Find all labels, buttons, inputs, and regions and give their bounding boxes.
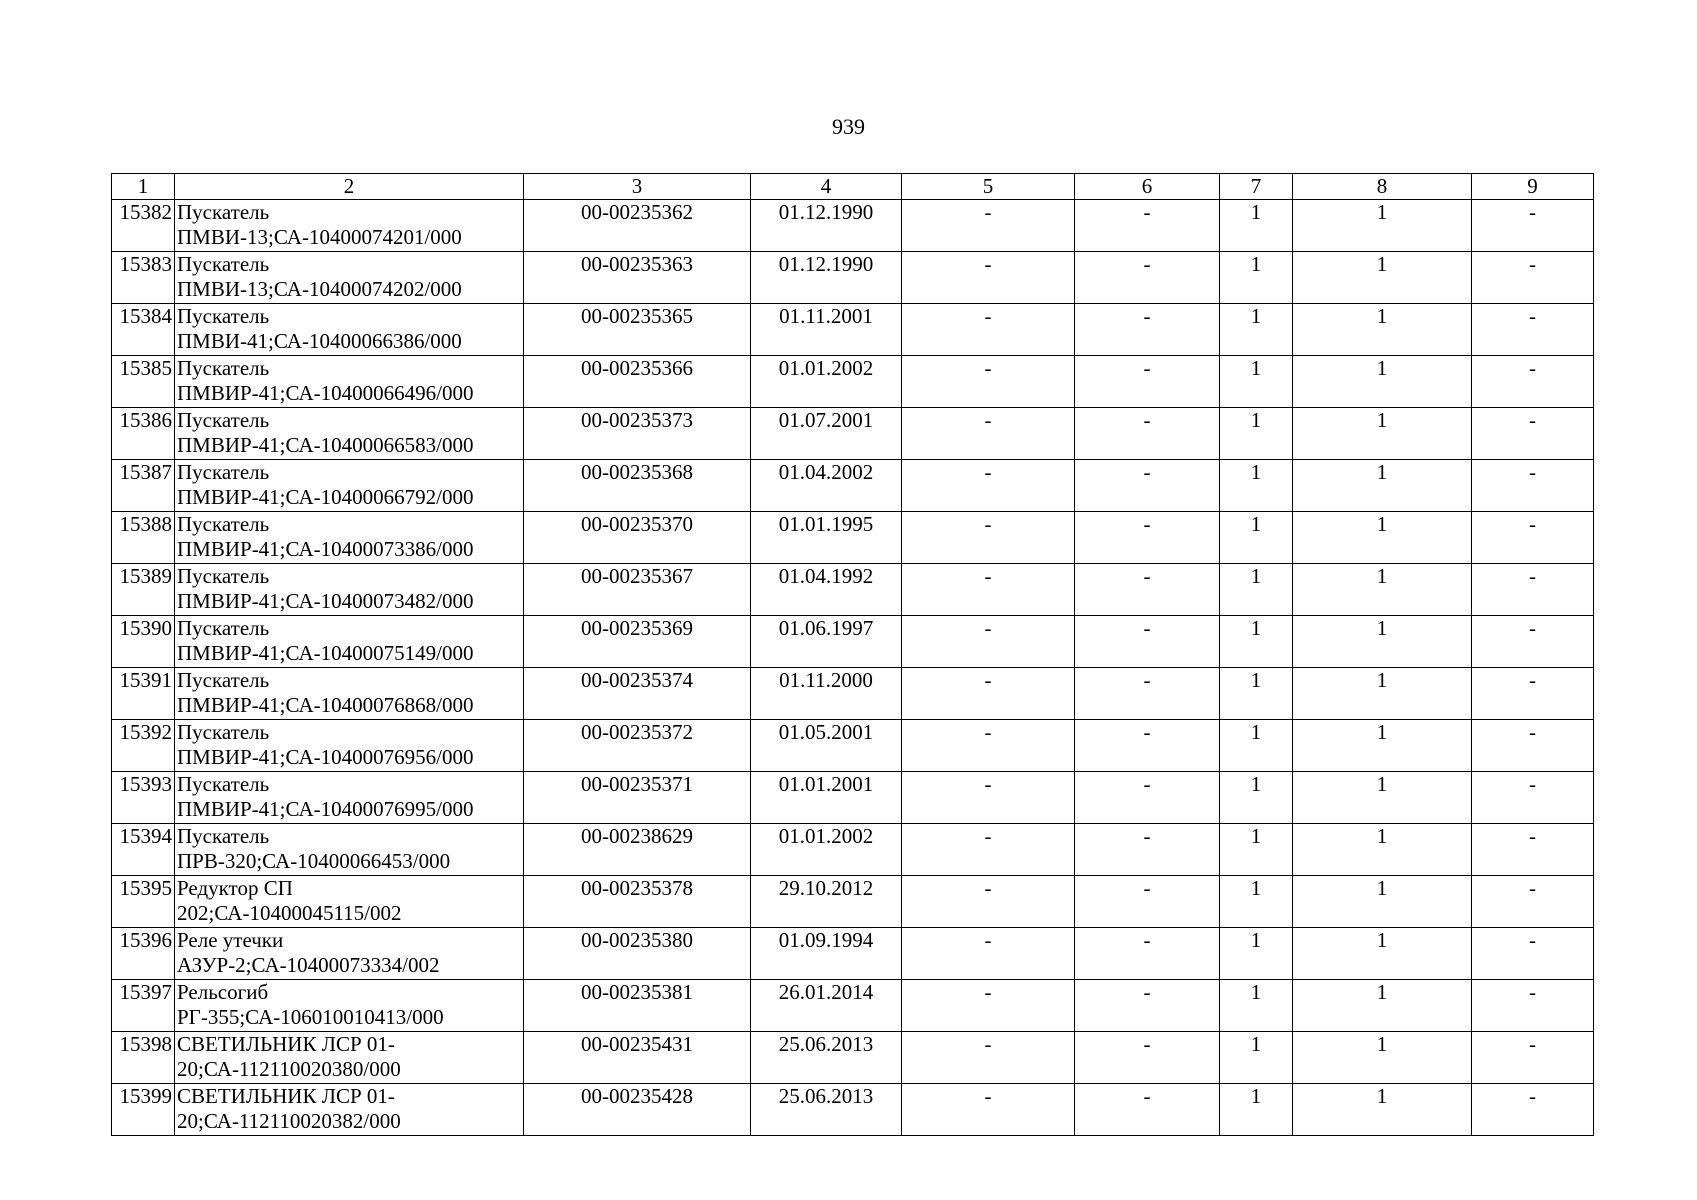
column-8-value: 1	[1293, 668, 1472, 720]
column-6-value: -	[1075, 824, 1220, 876]
column-5-value: -	[902, 616, 1075, 668]
row-number: 15390	[112, 616, 175, 668]
column-header: 2	[175, 174, 524, 200]
table-row	[112, 720, 1594, 772]
table-row	[112, 980, 1594, 1032]
commission-date: 01.04.1992	[751, 564, 902, 616]
table-row	[112, 460, 1594, 512]
column-7-value: 1	[1220, 616, 1293, 668]
table-row	[112, 304, 1594, 356]
table-row	[112, 876, 1594, 928]
commission-date: 01.01.1995	[751, 512, 902, 564]
item-name: Пускатель ПМВИР-41;СА-10400076868/000	[175, 668, 524, 720]
column-9-value: -	[1472, 356, 1594, 408]
row-number: 15391	[112, 668, 175, 720]
column-8-value: 1	[1293, 460, 1472, 512]
column-5-value: -	[902, 1032, 1075, 1084]
table-body	[112, 200, 1594, 1136]
column-7-value: 1	[1220, 980, 1293, 1032]
item-name: СВЕТИЛЬНИК ЛСР 01-20;СА-112110020380/000	[175, 1032, 524, 1084]
table-row	[112, 564, 1594, 616]
row-number: 15395	[112, 876, 175, 928]
commission-date: 01.04.2002	[751, 460, 902, 512]
commission-date: 25.06.2013	[751, 1084, 902, 1136]
row-number: 15388	[112, 512, 175, 564]
column-7-value: 1	[1220, 720, 1293, 772]
inventory-code: 00-00235373	[524, 408, 751, 460]
column-8-value: 1	[1293, 876, 1472, 928]
page-number: 939	[832, 114, 865, 139]
column-7-value: 1	[1220, 824, 1293, 876]
column-7-value: 1	[1220, 408, 1293, 460]
commission-date: 01.07.2001	[751, 408, 902, 460]
column-9-value: -	[1472, 928, 1594, 980]
commission-date: 01.01.2002	[751, 356, 902, 408]
column-8-value: 1	[1293, 356, 1472, 408]
column-6-value: -	[1075, 460, 1220, 512]
inventory-code: 00-00235369	[524, 616, 751, 668]
column-8-value: 1	[1293, 408, 1472, 460]
row-number: 15394	[112, 824, 175, 876]
row-number: 15396	[112, 928, 175, 980]
column-6-value: -	[1075, 980, 1220, 1032]
table-row	[112, 668, 1594, 720]
row-number: 15387	[112, 460, 175, 512]
column-6-value: -	[1075, 356, 1220, 408]
item-name: Пускатель ПМВИР-41;СА-10400076956/000	[175, 720, 524, 772]
column-9-value: -	[1472, 616, 1594, 668]
column-header: 3	[524, 174, 751, 200]
column-7-value: 1	[1220, 876, 1293, 928]
column-9-value: -	[1472, 824, 1594, 876]
inventory-code: 00-00235381	[524, 980, 751, 1032]
column-9-value: -	[1472, 668, 1594, 720]
commission-date: 29.10.2012	[751, 876, 902, 928]
column-5-value: -	[902, 252, 1075, 304]
column-7-value: 1	[1220, 668, 1293, 720]
column-7-value: 1	[1220, 512, 1293, 564]
item-name: Пускатель ПМВИР-41;СА-10400066792/000	[175, 460, 524, 512]
header-row	[112, 174, 1594, 200]
column-header: 7	[1220, 174, 1293, 200]
column-6-value: -	[1075, 512, 1220, 564]
inventory-code: 00-00235378	[524, 876, 751, 928]
row-number: 15392	[112, 720, 175, 772]
column-9-value: -	[1472, 980, 1594, 1032]
column-8-value: 1	[1293, 1084, 1472, 1136]
inventory-code: 00-00235362	[524, 200, 751, 252]
column-8-value: 1	[1293, 512, 1472, 564]
column-9-value: -	[1472, 408, 1594, 460]
item-name: Пускатель ПМВИР-41;СА-10400076995/000	[175, 772, 524, 824]
commission-date: 26.01.2014	[751, 980, 902, 1032]
inventory-code: 00-00235431	[524, 1032, 751, 1084]
column-6-value: -	[1075, 564, 1220, 616]
column-7-value: 1	[1220, 564, 1293, 616]
inventory-code: 00-00235368	[524, 460, 751, 512]
item-name: Пускатель ПМВИР-41;СА-10400073386/000	[175, 512, 524, 564]
table-row	[112, 1032, 1594, 1084]
table-row	[112, 512, 1594, 564]
column-6-value: -	[1075, 200, 1220, 252]
column-5-value: -	[902, 304, 1075, 356]
column-8-value: 1	[1293, 1032, 1472, 1084]
item-name: СВЕТИЛЬНИК ЛСР 01-20;СА-112110020382/000	[175, 1084, 524, 1136]
inventory-code: 00-00235365	[524, 304, 751, 356]
column-header: 5	[902, 174, 1075, 200]
item-name: Пускатель ПМВИР-41;СА-10400073482/000	[175, 564, 524, 616]
column-5-value: -	[902, 668, 1075, 720]
commission-date: 01.05.2001	[751, 720, 902, 772]
column-5-value: -	[902, 564, 1075, 616]
commission-date: 01.01.2002	[751, 824, 902, 876]
commission-date: 01.01.2001	[751, 772, 902, 824]
column-7-value: 1	[1220, 928, 1293, 980]
column-8-value: 1	[1293, 616, 1472, 668]
column-6-value: -	[1075, 668, 1220, 720]
column-5-value: -	[902, 772, 1075, 824]
table-row	[112, 356, 1594, 408]
column-9-value: -	[1472, 876, 1594, 928]
item-name: Пускатель ПМВИ-41;СА-10400066386/000	[175, 304, 524, 356]
column-5-value: -	[902, 824, 1075, 876]
column-8-value: 1	[1293, 824, 1472, 876]
column-8-value: 1	[1293, 304, 1472, 356]
column-9-value: -	[1472, 772, 1594, 824]
column-7-value: 1	[1220, 460, 1293, 512]
row-number: 15389	[112, 564, 175, 616]
inventory-table	[111, 173, 1594, 1136]
column-5-value: -	[902, 720, 1075, 772]
item-name: Пускатель ПМВИР-41;СА-10400066496/000	[175, 356, 524, 408]
column-5-value: -	[902, 460, 1075, 512]
commission-date: 01.11.2001	[751, 304, 902, 356]
row-number: 15382	[112, 200, 175, 252]
column-9-value: -	[1472, 200, 1594, 252]
item-name: Реле утечки АЗУР-2;СА-10400073334/002	[175, 928, 524, 980]
column-9-value: -	[1472, 1032, 1594, 1084]
column-9-value: -	[1472, 304, 1594, 356]
column-8-value: 1	[1293, 200, 1472, 252]
column-5-value: -	[902, 512, 1075, 564]
column-header: 1	[112, 174, 175, 200]
row-number: 15399	[112, 1084, 175, 1136]
inventory-code: 00-00235428	[524, 1084, 751, 1136]
column-6-value: -	[1075, 616, 1220, 668]
row-number: 15398	[112, 1032, 175, 1084]
commission-date: 01.09.1994	[751, 928, 902, 980]
item-name: Редуктор СП 202;СА-10400045115/002	[175, 876, 524, 928]
column-8-value: 1	[1293, 252, 1472, 304]
commission-date: 01.11.2000	[751, 668, 902, 720]
column-6-value: -	[1075, 1084, 1220, 1136]
table-row	[112, 824, 1594, 876]
column-9-value: -	[1472, 252, 1594, 304]
table-row	[112, 408, 1594, 460]
item-name: Пускатель ПМВИ-13;СА-10400074201/000	[175, 200, 524, 252]
table-row	[112, 252, 1594, 304]
inventory-code: 00-00235371	[524, 772, 751, 824]
item-name: Пускатель ПМВИ-13;СА-10400074202/000	[175, 252, 524, 304]
inventory-code: 00-00235366	[524, 356, 751, 408]
table-row	[112, 1084, 1594, 1136]
item-name: Пускатель ПМВИР-41;СА-10400075149/000	[175, 616, 524, 668]
row-number: 15385	[112, 356, 175, 408]
column-6-value: -	[1075, 1032, 1220, 1084]
item-name: Пускатель ПРВ-320;СА-10400066453/000	[175, 824, 524, 876]
column-5-value: -	[902, 200, 1075, 252]
inventory-code: 00-00235370	[524, 512, 751, 564]
column-8-value: 1	[1293, 772, 1472, 824]
inventory-code: 00-00235380	[524, 928, 751, 980]
column-6-value: -	[1075, 408, 1220, 460]
commission-date: 01.12.1990	[751, 252, 902, 304]
column-header: 9	[1472, 174, 1594, 200]
commission-date: 01.12.1990	[751, 200, 902, 252]
column-5-value: -	[902, 356, 1075, 408]
row-number: 15393	[112, 772, 175, 824]
column-7-value: 1	[1220, 356, 1293, 408]
column-8-value: 1	[1293, 564, 1472, 616]
column-5-value: -	[902, 1084, 1075, 1136]
column-6-value: -	[1075, 928, 1220, 980]
commission-date: 25.06.2013	[751, 1032, 902, 1084]
column-5-value: -	[902, 408, 1075, 460]
column-8-value: 1	[1293, 928, 1472, 980]
column-7-value: 1	[1220, 1084, 1293, 1136]
column-7-value: 1	[1220, 304, 1293, 356]
table-row	[112, 200, 1594, 252]
row-number: 15386	[112, 408, 175, 460]
table-row	[112, 772, 1594, 824]
commission-date: 01.06.1997	[751, 616, 902, 668]
column-6-value: -	[1075, 876, 1220, 928]
column-header: 4	[751, 174, 902, 200]
column-7-value: 1	[1220, 252, 1293, 304]
column-header: 8	[1293, 174, 1472, 200]
column-8-value: 1	[1293, 720, 1472, 772]
column-6-value: -	[1075, 772, 1220, 824]
column-6-value: -	[1075, 252, 1220, 304]
column-9-value: -	[1472, 512, 1594, 564]
item-name: Рельсогиб РГ-355;СА-106010010413/000	[175, 980, 524, 1032]
inventory-code: 00-00235372	[524, 720, 751, 772]
item-name: Пускатель ПМВИР-41;СА-10400066583/000	[175, 408, 524, 460]
column-5-value: -	[902, 928, 1075, 980]
inventory-code: 00-00235363	[524, 252, 751, 304]
column-5-value: -	[902, 876, 1075, 928]
column-7-value: 1	[1220, 200, 1293, 252]
inventory-code: 00-00235367	[524, 564, 751, 616]
column-6-value: -	[1075, 720, 1220, 772]
inventory-code: 00-00238629	[524, 824, 751, 876]
column-9-value: -	[1472, 1084, 1594, 1136]
column-9-value: -	[1472, 720, 1594, 772]
column-9-value: -	[1472, 564, 1594, 616]
column-8-value: 1	[1293, 980, 1472, 1032]
column-6-value: -	[1075, 304, 1220, 356]
row-number: 15397	[112, 980, 175, 1032]
column-9-value: -	[1472, 460, 1594, 512]
column-7-value: 1	[1220, 772, 1293, 824]
table-row	[112, 616, 1594, 668]
inventory-code: 00-00235374	[524, 668, 751, 720]
column-5-value: -	[902, 980, 1075, 1032]
table-row	[112, 928, 1594, 980]
column-header: 6	[1075, 174, 1220, 200]
column-7-value: 1	[1220, 1032, 1293, 1084]
row-number: 15384	[112, 304, 175, 356]
row-number: 15383	[112, 252, 175, 304]
